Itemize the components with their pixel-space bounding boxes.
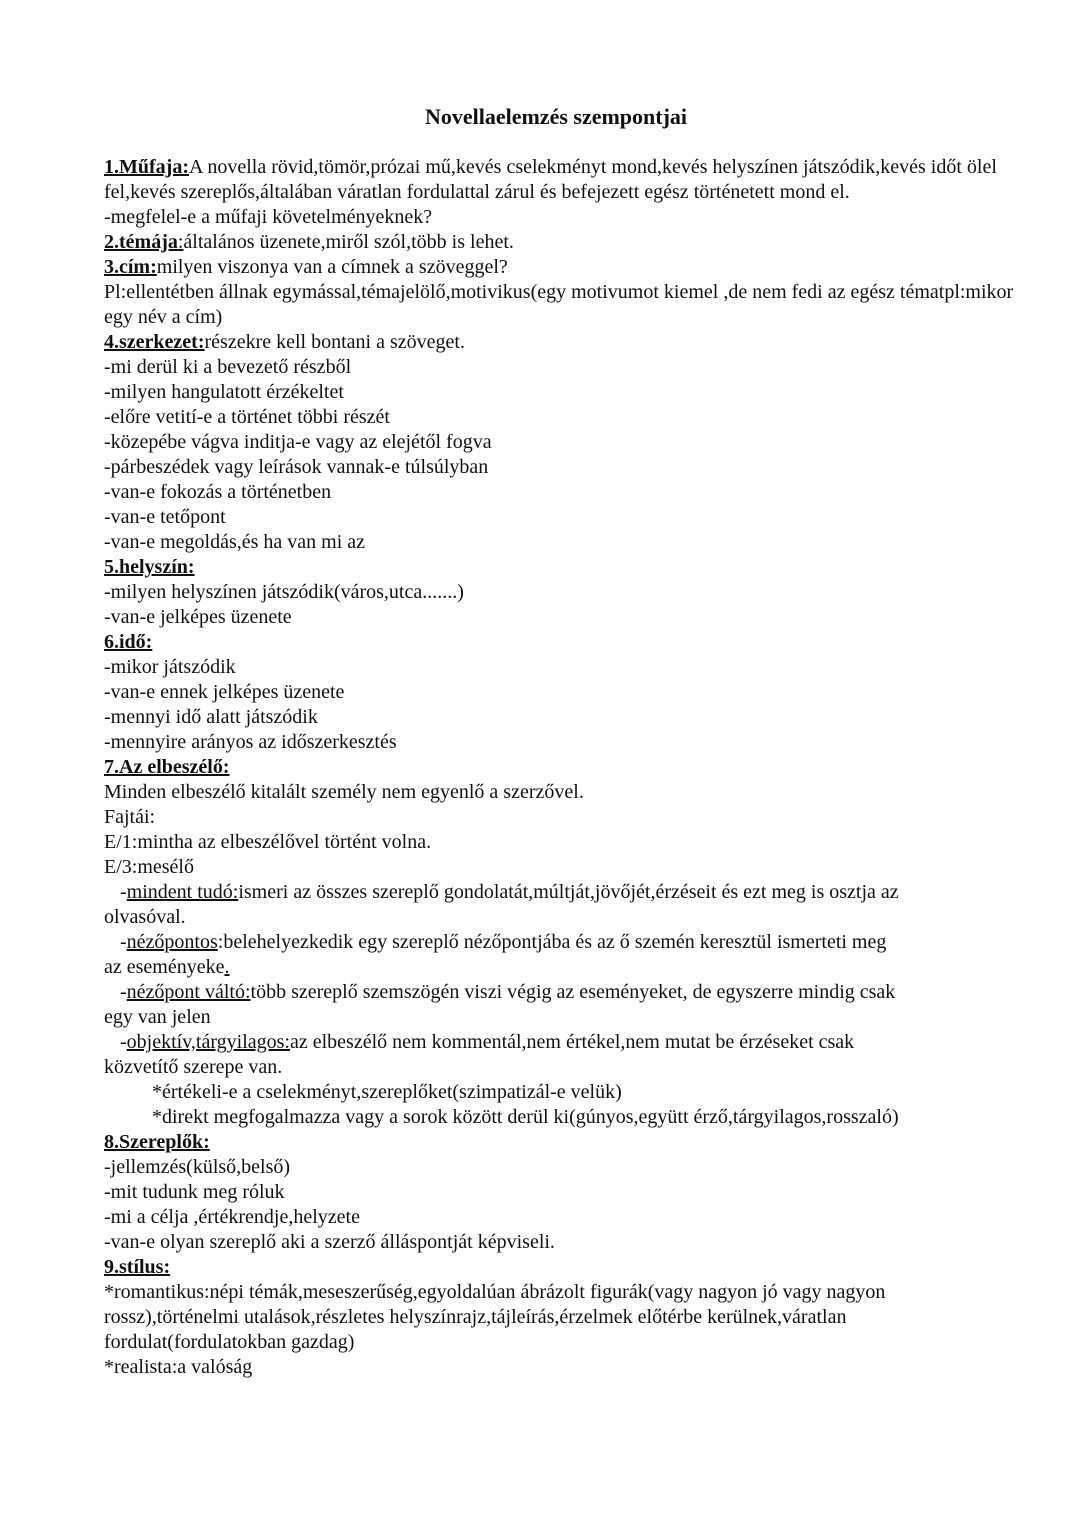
stilus-romantikus-line: fordulat(fordulatokban gazdag) [104, 1331, 355, 1353]
type-text-continued: közvetítő szerepe van. [104, 1056, 283, 1078]
type-label-nezopont-valto: nézőpont váltó: [126, 981, 251, 1003]
type-dash: - [120, 1031, 127, 1053]
section-ido [104, 630, 1020, 755]
type-text: több szereplő szemszögén viszi végig az eseményeket, de egyszerre mindig csak [250, 981, 896, 1003]
page-title: Novellaelemzés szempontjai [424, 104, 688, 129]
mufaja-heading: 1.Műfaja: [104, 156, 189, 178]
list-item: -mennyi idő alatt játszódik [104, 706, 318, 728]
list-item: -van-e megoldás,és ha van mi az [104, 531, 366, 553]
elbeszelo-line-3: E/1:mintha az elbeszélővel történt volna. [104, 831, 432, 853]
szereplok-heading: 8.Szereplők: [104, 1131, 210, 1153]
cim-example: Pl:ellentétben állnak egymással,témajelölő,motivikus(egy motivumot kiemel ,de nem fedi az egész tématpl:mikor egy név a cím) [104, 281, 1014, 328]
mufaja-paragraph [104, 155, 1020, 205]
type-text-continued: olvasóval. [104, 906, 186, 928]
stilus-romantikus-line: rossz),történelmi utalások,részletes helyszínrajz,tájleírás,érzelmek előtérbe kerülnek,váratlan [104, 1306, 847, 1328]
stilus-heading: 9.stílus: [104, 1256, 171, 1278]
list-item: -mi a célja ,értékrendje,helyzete [104, 1206, 360, 1228]
type-label-mindent-tudo: mindent tudó: [126, 881, 239, 903]
section-cim [104, 255, 1020, 330]
list-item: -van-e fokozás a történetben [104, 481, 332, 503]
section-helyszin [104, 555, 1020, 630]
type-label-objektiv: objektív,tárgyilagos: [126, 1031, 290, 1053]
temaja-text: általános üzenete,miről szól,több is lehet. [183, 231, 514, 253]
stilus-romantikus-line: *romantikus:népi témák,meseszerűség,egyoldalúan ábrázolt figurák(vagy nagyon jó vagy nagyon [104, 1281, 886, 1303]
type-dash: - [120, 981, 127, 1003]
temaja-colon: : [177, 231, 184, 253]
elbeszelo-line-2: Fajtái: [104, 806, 156, 828]
sub-question: *direkt megfogalmazza vagy a sorok között derül ki(gúnyos,együtt érző,tárgyilagos,rosszaló) [152, 1106, 899, 1128]
section-stilus [104, 1255, 1020, 1380]
elbeszelo-heading: 7.Az elbeszélő: [104, 756, 230, 778]
section-szerkezet [104, 330, 1020, 555]
list-item: -van-e olyan szereplő aki a szerző álláspontját képviseli. [104, 1231, 555, 1253]
list-item: -párbeszédek vagy leírások vannak-e túlsúlyban [104, 456, 489, 478]
mufaja-question: -megfelel-e a műfaji követelményeknek? [104, 206, 433, 228]
type-text-tail: . [224, 956, 230, 978]
section-temaja [104, 230, 1020, 255]
szerkezet-heading: 4.szerkezet: [104, 331, 205, 353]
type-text: :belehelyezkedik egy szereplő nézőpontjába és az ő szemén keresztül ismerteti meg [217, 931, 887, 953]
list-item: -mit tudunk meg róluk [104, 1181, 285, 1203]
list-item: -van-e ennek jelképes üzenete [104, 681, 345, 703]
list-item: -mennyire arányos az időszerkesztés [104, 731, 397, 753]
type-text-continued: egy van jelen [104, 1006, 211, 1028]
list-item: -milyen hangulatott érzékeltet [104, 381, 344, 403]
list-item: -mi derül ki a bevezető részből [104, 356, 352, 378]
list-item: -mikor játszódik [104, 656, 236, 678]
section-elbeszelo [104, 755, 1020, 1130]
elbeszelo-line-1: Minden elbeszélő kitalált személy nem egyenlő a szerzővel. [104, 781, 584, 803]
cim-text: milyen viszonya van a címnek a szöveggel? [156, 256, 508, 278]
cim-heading: 3.cím: [104, 256, 157, 278]
elbeszelo-line-4: E/3:mesélő [104, 856, 194, 878]
type-label-nezopontos: nézőpontos [126, 931, 218, 953]
list-item: -milyen helyszínen játszódik(város,utca.......) [104, 581, 464, 603]
type-text: az elbeszélő nem kommentál,nem értékel,nem mutat be érzéseket csak [289, 1031, 855, 1053]
ido-heading: 6.idő: [104, 631, 153, 653]
type-text-continued: az eseményeke [104, 956, 225, 978]
helyszin-heading: 5.helyszín: [104, 556, 195, 578]
list-item: -van-e tetőpont [104, 506, 226, 528]
list-item: -van-e jelképes üzenete [104, 606, 292, 628]
type-text: ismeri az összes szereplő gondolatát,múltját,jövőjét,érzéseit és ezt meg is osztja az [238, 881, 899, 903]
section-mufaja [104, 155, 1020, 230]
type-dash: - [120, 931, 127, 953]
sub-question: *értékeli-e a cselekményt,szereplőket(szimpatizál-e velük) [152, 1081, 622, 1103]
stilus-realista-line: *realista:a valóság [104, 1356, 253, 1378]
section-szereplok [104, 1130, 1020, 1255]
type-dash: - [120, 881, 127, 903]
list-item: -jellemzés(külső,belső) [104, 1156, 291, 1178]
szerkezet-text: részekre kell bontani a szöveget. [204, 331, 465, 353]
list-item: -közepébe vágva inditja-e vagy az elejétől fogva [104, 431, 492, 453]
list-item: -előre vetití-e a történet többi részét [104, 406, 390, 428]
temaja-heading: 2.témája [104, 231, 178, 253]
mufaja-text: A novella rövid,tömör,prózai mű,kevés cselekményt mond,kevés helyszínen játszódik,kevés időt ölel fel,kevés szereplős,általában váratlan fordulattal zárul és befejezett egész történetett mond el. [104, 156, 997, 203]
